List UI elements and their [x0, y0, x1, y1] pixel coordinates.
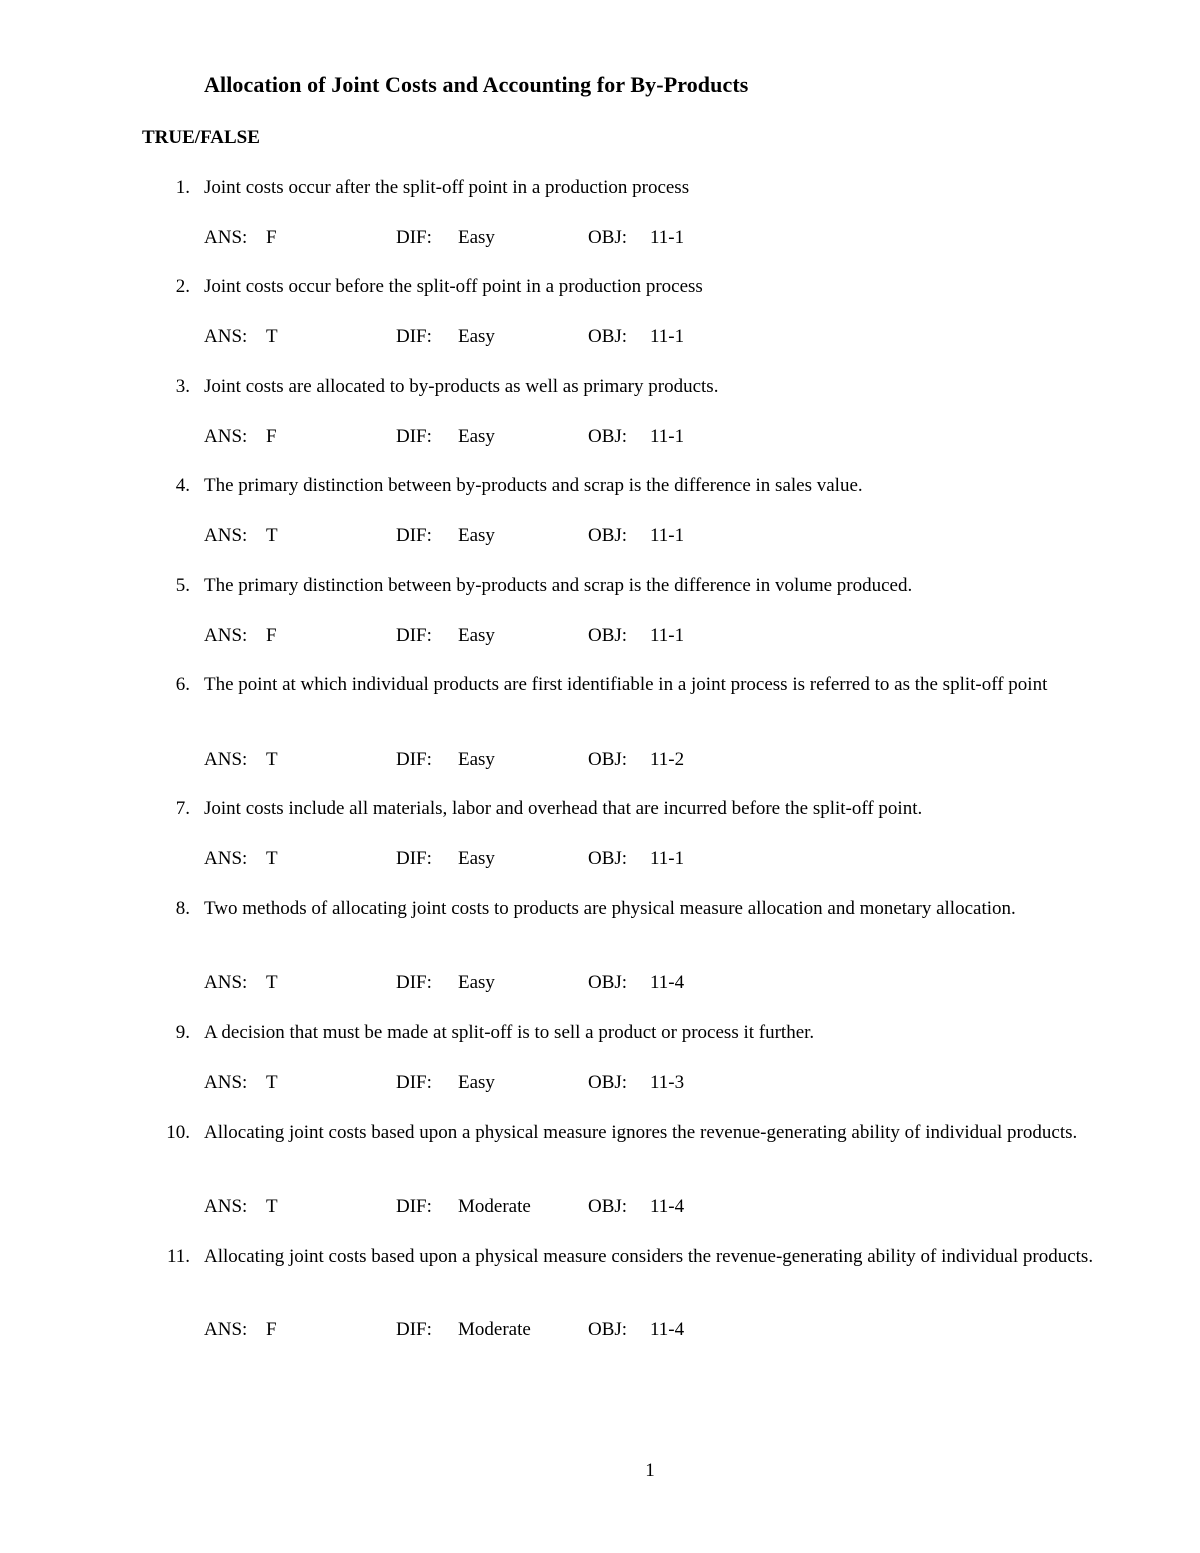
page-number: 1: [645, 1460, 655, 1481]
obj-value: 11-1: [650, 326, 685, 347]
obj-value: 11-4: [650, 972, 685, 993]
question-text: Joint costs occur after the split-off point in a production process: [204, 177, 690, 198]
question-text: The primary distinction between by-products and scrap is the difference in sales value.: [204, 475, 863, 496]
dif-label: DIF:: [396, 525, 432, 546]
ans-value: T: [266, 326, 278, 347]
question-text: The primary distinction between by-products and scrap is the difference in volume produced.: [204, 575, 913, 596]
question-number: 10.: [166, 1122, 190, 1143]
ans-label: ANS:: [204, 1196, 248, 1217]
ans-value: F: [266, 426, 277, 447]
question-number: 11.: [166, 1246, 190, 1267]
question-text: A decision that must be made at split-off is to sell a product or process it further.: [204, 1022, 815, 1043]
ans-label: ANS:: [204, 972, 248, 993]
ans-value: T: [266, 848, 278, 869]
dif-label: DIF:: [396, 848, 432, 869]
dif-value: Easy: [458, 625, 495, 646]
ans-value: T: [266, 1196, 278, 1217]
ans-value: F: [266, 227, 277, 248]
dif-value: Easy: [458, 848, 495, 869]
ans-label: ANS:: [204, 749, 248, 770]
dif-value: Easy: [458, 972, 495, 993]
obj-label: OBJ:: [588, 972, 628, 993]
ans-label: ANS:: [204, 326, 248, 347]
ans-label: ANS:: [204, 1319, 248, 1340]
dif-value: Easy: [458, 525, 495, 546]
ans-label: ANS:: [204, 227, 248, 248]
question-number: 6.: [175, 674, 190, 695]
obj-value: 11-1: [650, 525, 685, 546]
dif-label: DIF:: [396, 1196, 432, 1217]
obj-value: 11-1: [650, 848, 685, 869]
ans-value: F: [266, 1319, 277, 1340]
dif-value: Easy: [458, 326, 495, 347]
dif-label: DIF:: [396, 749, 432, 770]
question-number: 4.: [175, 475, 190, 496]
dif-label: DIF:: [396, 1319, 432, 1340]
question-number: 9.: [175, 1022, 190, 1043]
document-title: Allocation of Joint Costs and Accounting for By-Products: [204, 72, 749, 97]
question-text: Joint costs occur before the split-off point in a production process: [204, 276, 703, 297]
obj-label: OBJ:: [588, 1196, 628, 1217]
obj-value: 11-1: [650, 625, 685, 646]
question-number: 1.: [175, 177, 190, 198]
obj-value: 11-3: [650, 1072, 685, 1093]
obj-label: OBJ:: [588, 227, 628, 248]
ans-label: ANS:: [204, 525, 248, 546]
obj-label: OBJ:: [588, 525, 628, 546]
dif-value: Moderate: [458, 1196, 531, 1217]
ans-value: T: [266, 525, 278, 546]
question-text: Allocating joint costs based upon a physical measure considers the revenue-generating ability of individual products.: [204, 1246, 1094, 1267]
dif-value: Easy: [458, 426, 495, 447]
dif-label: DIF:: [396, 972, 432, 993]
dif-label: DIF:: [396, 426, 432, 447]
obj-label: OBJ:: [588, 749, 628, 770]
obj-label: OBJ:: [588, 426, 628, 447]
ans-value: T: [266, 749, 278, 770]
obj-value: 11-1: [650, 227, 685, 248]
ans-label: ANS:: [204, 848, 248, 869]
question-text: Joint costs are allocated to by-products as well as primary products.: [204, 376, 719, 397]
ans-value: T: [266, 1072, 278, 1093]
question-number: 3.: [175, 376, 190, 397]
obj-value: 11-4: [650, 1196, 685, 1217]
ans-label: ANS:: [204, 426, 248, 447]
dif-value: Moderate: [458, 1319, 531, 1340]
obj-label: OBJ:: [588, 1072, 628, 1093]
question-number: 2.: [175, 276, 190, 297]
obj-label: OBJ:: [588, 326, 628, 347]
obj-label: OBJ:: [588, 848, 628, 869]
obj-label: OBJ:: [588, 1319, 628, 1340]
obj-value: 11-4: [650, 1319, 685, 1340]
obj-label: OBJ:: [588, 625, 628, 646]
question-text: Joint costs include all materials, labor and overhead that are incurred before the split-off point.: [204, 798, 923, 819]
question-number: 8.: [175, 898, 190, 919]
question-text: The point at which individual products are first identifiable in a joint process is referred to as the split-off point: [204, 674, 1048, 695]
dif-label: DIF:: [396, 227, 432, 248]
dif-value: Easy: [458, 749, 495, 770]
obj-value: 11-1: [650, 426, 685, 447]
ans-label: ANS:: [204, 1072, 248, 1093]
ans-label: ANS:: [204, 625, 248, 646]
ans-value: T: [266, 972, 278, 993]
dif-label: DIF:: [396, 326, 432, 347]
question-text: Allocating joint costs based upon a physical measure ignores the revenue-generating ability of individual products.: [204, 1122, 1078, 1143]
dif-label: DIF:: [396, 625, 432, 646]
question-number: 7.: [175, 798, 190, 819]
dif-value: Easy: [458, 227, 495, 248]
question-number: 5.: [175, 575, 190, 596]
ans-value: F: [266, 625, 277, 646]
section-heading: TRUE/FALSE: [142, 127, 260, 148]
question-text: Two methods of allocating joint costs to products are physical measure allocation and monetary allocation.: [204, 898, 1016, 919]
obj-value: 11-2: [650, 749, 685, 770]
dif-value: Easy: [458, 1072, 495, 1093]
dif-label: DIF:: [396, 1072, 432, 1093]
